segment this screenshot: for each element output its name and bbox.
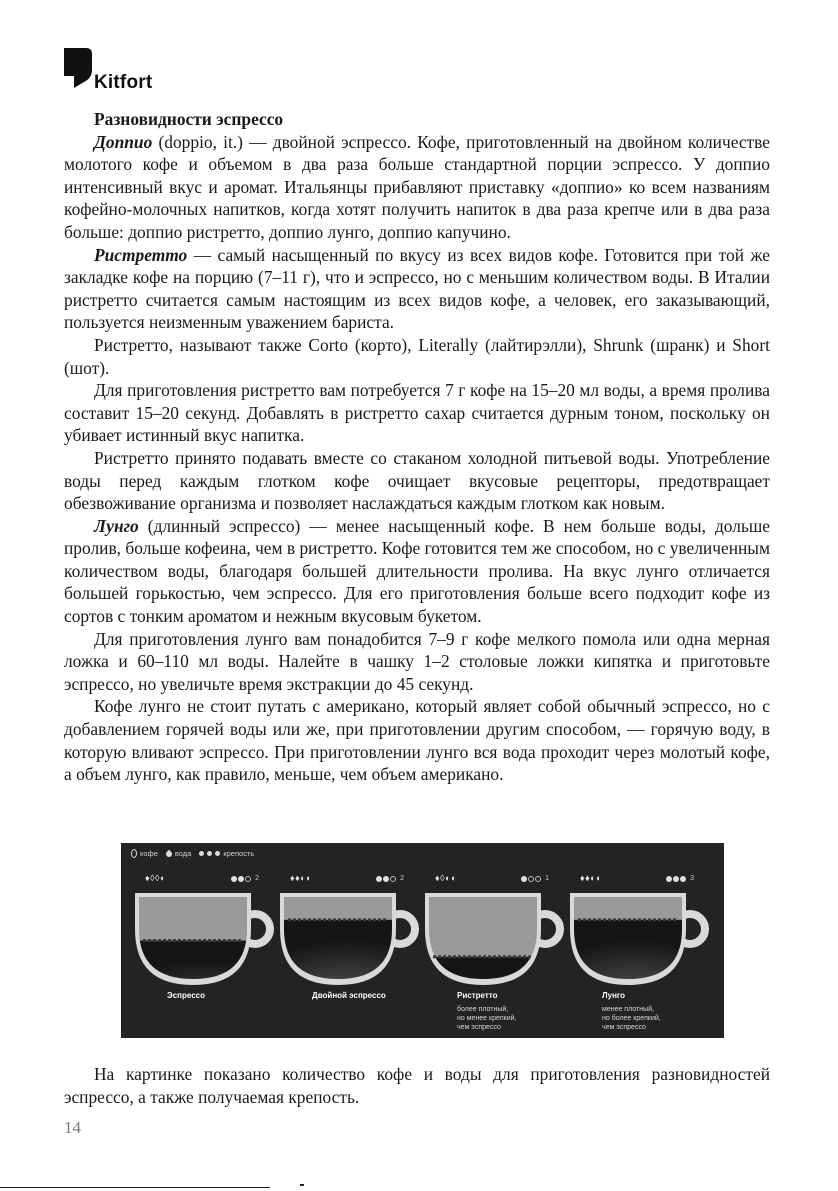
legend-coffee-label: кофе <box>140 849 158 858</box>
cup-2 <box>274 873 420 1033</box>
strength-dot-icon <box>521 876 527 882</box>
strength-label: 2 <box>400 875 404 882</box>
cup-recipe-icons: ♦◊◊◐ <box>145 873 166 883</box>
cup-name: Лунго <box>602 991 626 1000</box>
cup-note: менее плотный, но более крепкий, чем эспрессо <box>602 1006 661 1031</box>
coffee-cup-icon <box>419 889 565 989</box>
paragraph-ristretto-names: Ристретто, называют также Corto (корто), Literally (лайтирэлли), Shrunk (шранк) и Short (шот). <box>64 334 770 378</box>
strength-dots-icon <box>199 851 220 856</box>
legend-strength <box>199 849 254 858</box>
cup-name: Эспрессо <box>167 991 205 1000</box>
strength-dot-icon <box>383 876 389 882</box>
strength-dot-icon <box>666 876 672 882</box>
strength-dot-icon <box>535 876 541 882</box>
infographic-caption: На картинке показано количество кофе и воды для приготовления разновидностей эспрессо, а также получаемая крепость. <box>64 1064 770 1107</box>
coffee-cup-icon <box>564 889 710 989</box>
paragraph-ristretto-recipe: Для приготовления ристретто вам потребуется 7 г кофе на 15–20 мл воды, а время пролива составит 15–20 секунд. Добавлять в ристретто сахар считается дурным тоном, поскольку он убивает истинный вкус напитка. <box>64 380 770 446</box>
paragraph-lungo-vs-americano: Кофе лунго не стоит путать с американо, который являет собой обычный эспрессо, но с добавлением горячей воды или же, при приготовлении другим способом, — горячую воду, в которую вливают эспрессо. При приготовлении лунго вся вода проходит через молотый кофе, а объем лунго, как правило, меньше, чем объем американо. <box>64 696 770 785</box>
section-heading: Разновидности эспрессо <box>94 109 284 129</box>
cup-4 <box>564 873 710 1033</box>
legend-coffee <box>131 849 158 858</box>
legend-strength-label: крепость <box>223 849 255 858</box>
article-body <box>64 108 770 786</box>
paragraph-doppio-text: (doppio, it.) — двойной эспрессо. Кофе, приготовленный на двойном количестве молотого кофе и объемом в два раза больше стандартной порции эспрессо. У доппио интенсивный вкус и аромат. Итальянцы прибавляют приставку «доппио» ко всем названиям кофейно-молочных напитков, когда хотят получить напиток в два раза крепче или в два раза больше: доппио ристретто, доппио лунго, доппио капучино. <box>64 131 770 242</box>
term-lungo: Лунго <box>94 515 139 536</box>
brand-name: Kitfort <box>94 72 153 93</box>
strength-dot-icon <box>528 876 534 882</box>
strength-dot-icon <box>231 876 237 882</box>
strength-label: 2 <box>255 875 259 882</box>
coffee-cup-icon <box>274 889 420 989</box>
footer-rule <box>0 1187 270 1188</box>
term-ristretto: Ристретто <box>94 244 188 265</box>
strength-dot-icon <box>245 876 251 882</box>
paragraph-doppio <box>64 131 770 244</box>
footer-mark <box>300 1184 304 1186</box>
cup-3 <box>419 873 565 1033</box>
cup-recipe-icons: ♦◊◐◐ <box>435 873 457 883</box>
paragraph-ristretto-serving: Ристретто принято подавать вместе со стаканом холодной питьевой воды. Употребление воды перед каждым глотком кофе очищает вкусовые рецепторы, предотвращает обезвоживание организма и позволяет наслаждаться каждым глотком как новым. <box>64 447 770 514</box>
infographic-legend <box>131 849 254 858</box>
paragraph-lungo-text: (длинный эспрессо) — менее насыщенный кофе. В нем больше воды, дольше пролив, больше кофеина, чем в ристретто. Кофе готовится тем же способом, но с увеличенным количеством воды, благодаря большей длительности пролива. На вкус лунго отличается большей горькостью, чем эспрессо. Для его приготовления больше всего подходит кофе из сортов с тонким ароматом и нежным вкусовым букетом. <box>64 515 770 627</box>
legend-water <box>166 849 191 858</box>
strength-label: 1 <box>545 875 549 882</box>
strength-dot-icon <box>238 876 244 882</box>
paragraph-lungo <box>64 515 770 628</box>
strength-indicator <box>666 875 694 882</box>
strength-dot-icon <box>680 876 686 882</box>
strength-dot-icon <box>673 876 679 882</box>
strength-indicator <box>521 875 549 882</box>
brand-logo <box>64 48 174 98</box>
cup-note: более плотный, но менее крепкий, чем эспрессо <box>457 1006 517 1031</box>
espresso-infographic <box>121 843 724 1038</box>
legend-water-label: вода <box>174 849 192 858</box>
strength-indicator <box>231 875 259 882</box>
cup-recipe-icons: ♦♦◐◐ <box>290 873 313 883</box>
page-number: 14 <box>64 1118 81 1137</box>
cup-recipe-icons: ♦♦◐◐ <box>580 873 603 883</box>
cup-name: Ристретто <box>457 991 498 1000</box>
paragraph-ristretto <box>64 244 770 334</box>
term-doppio: Доппио <box>94 131 153 152</box>
paragraph-ristretto-text: — самый насыщенный по вкусу из всех видов кофе. Готовится при той же закладке кофе на порцию (7–11 г), что и эспрессо, но с меньшим количеством воды. В Италии ристретто считается самым настоящим из всех видов кофе, а человек, его заказывающий, пользуется неизменным уважением бариста. <box>64 244 770 333</box>
strength-dot-icon <box>376 876 382 882</box>
cup-name: Двойной эспрессо <box>312 991 386 1000</box>
coffee-cup-icon <box>129 889 275 989</box>
kitfort-logo-icon <box>64 48 92 88</box>
strength-indicator <box>376 875 404 882</box>
paragraph-lungo-recipe: Для приготовления лунго вам понадобится 7–9 г кофе мелкого помола или одна мерная ложка и 60–110 мл воды. Налейте в чашку 1–2 столовые ложки кипятка и приготовьте эспрессо, но увеличьте время экстракции до 45 секунд. <box>64 628 770 694</box>
strength-dot-icon <box>390 876 396 882</box>
strength-label: 3 <box>690 875 694 882</box>
water-drop-icon <box>165 849 173 857</box>
cup-1 <box>129 873 275 1033</box>
coffee-bean-icon <box>131 849 137 858</box>
